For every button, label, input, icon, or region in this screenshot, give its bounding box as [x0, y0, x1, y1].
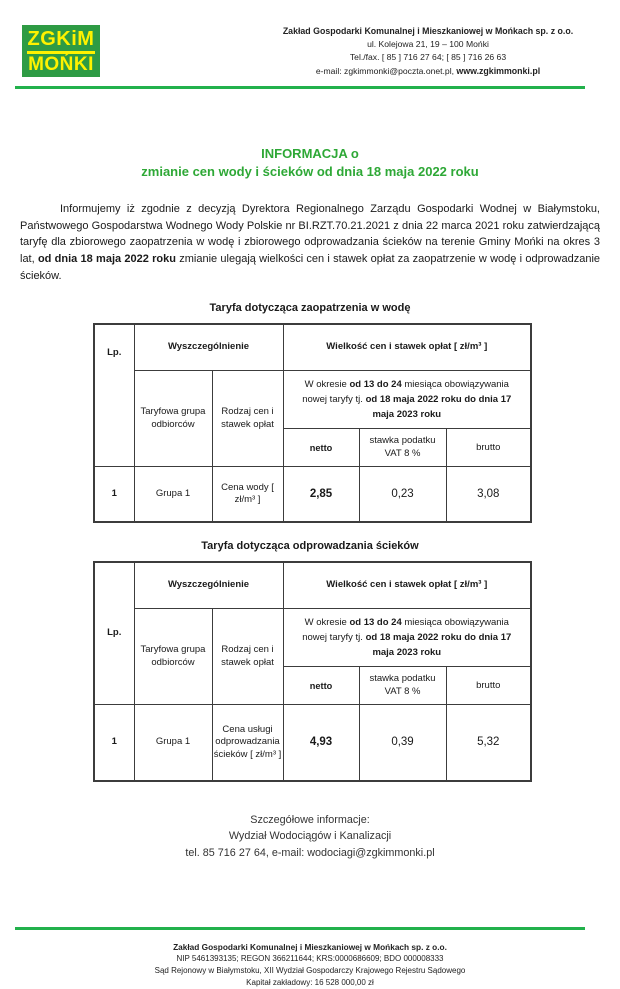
intro-bold-date: od dnia 18 maja 2022 roku: [37, 253, 176, 266]
contact-department: Wydział Wodociągów i Kanalizacji: [228, 830, 392, 843]
wielkosc-header-cell: Wielkość cen i stawek opłat [ zł/m³ ]: [283, 324, 531, 371]
logo-text-zgkim: ZGKiM: [27, 29, 96, 54]
vat-value-cell: 0,39: [359, 705, 446, 781]
vat-label-cell: stawka podatku VAT 8 %: [359, 667, 446, 705]
company-logo: [22, 25, 100, 77]
row-number-cell: 1: [94, 705, 134, 781]
company-email: [252, 65, 604, 78]
intro-part-1: Informujemy iż zgodnie z decyzją Dyrektora Regionalnego Zarządu Gospodarki Wodnej w Białymstoku, Państwowego Gospodarstwa Wodnego Wody Polskie nr BI.RZT.70.21.2021 z dnia 22 marca 2021 roku zatwierdzającą taryfę dla zbiorowego zaopatrzenia w wodę i zbiorowego odprowadzania ścieków na terenie Gminy Mońki na okres 3 lat,: [20, 202, 600, 266]
tariff-period-text: W okresie od 13 do 24 miesiąca obowiązywania nowej taryfy tj. od 18 maja 2022 roku do dnia 17 maja 2023 roku: [289, 612, 526, 663]
tariff-period-text: W okresie od 13 do 24 miesiąca obowiązywania nowej taryfy tj. od 18 maja 2022 roku do dnia 17 maja 2023 roku: [289, 374, 526, 425]
email-text: e-mail: zgkimmonki@poczta.onet.pl,: [315, 65, 457, 76]
tariff-period-cell: [283, 609, 531, 667]
water-tariff-table: [93, 323, 532, 523]
wielkosc-header-cell: Wielkość cen i stawek opłat [ zł/m³ ]: [283, 562, 531, 609]
netto-value-cell: 2,85: [283, 467, 359, 522]
logo-text-monki: MOŃKI: [28, 54, 94, 75]
contact-heading: Szczegółowe informacje:: [250, 813, 370, 826]
brutto-value-cell: 5,32: [446, 705, 531, 781]
sewage-tariff-heading: Taryfa dotycząca odprowadzania ścieków: [201, 539, 419, 552]
brutto-label-cell: brutto: [446, 667, 531, 705]
rodzaj-value-cell: Cena wody [ zł/m³ ]: [212, 467, 283, 522]
water-tariff-heading: Taryfa dotycząca zaopatrzenia w wodę: [209, 301, 411, 314]
netto-label-cell: netto: [283, 429, 359, 467]
grupa-value-cell: Grupa 1: [134, 467, 212, 522]
footer-divider: [15, 927, 585, 930]
title-line-2: zmianie cen wody i ścieków od dnia 18 maja 2022 roku: [141, 163, 479, 179]
tariff-period-cell: [283, 371, 531, 429]
footer-court: Sąd Rejonowy w Białymstoku, XII Wydział Gospodarczy Krajowego Rejestru Sądowego: [154, 966, 466, 976]
vat-value-cell: 0,23: [359, 467, 446, 522]
contact-phone-email: tel. 85 716 27 64, e-mail: wodociagi@zgkimmonki.pl: [185, 846, 435, 859]
footer: [0, 941, 620, 989]
grupa-value-cell: Grupa 1: [134, 705, 212, 781]
website-text: www.zgkimmonki.pl: [456, 65, 541, 76]
wyszczegolnienie-header-cell: Wyszczególnienie: [134, 324, 283, 371]
wyszczegolnienie-header-cell: Wyszczególnienie: [134, 562, 283, 609]
header: [0, 0, 620, 78]
netto-label-cell: netto: [283, 667, 359, 705]
footer-registration: NIP 5461393135; REGON 366211644; KRS:0000686609; BDO 000008333: [176, 954, 444, 964]
rodzaj-header-cell: Rodzaj cen i stawek opłat: [212, 609, 283, 705]
brutto-label-cell: brutto: [446, 429, 531, 467]
rodzaj-header-cell: Rodzaj cen i stawek opłat: [212, 371, 283, 467]
sewage-tariff-table: [93, 561, 532, 782]
brutto-value-cell: 3,08: [446, 467, 531, 522]
footer-company-name: Zakład Gospodarki Komunalnej i Mieszkaniowej w Mońkach sp. z o.o.: [173, 942, 447, 953]
company-phone: Tel./fax. [ 85 ] 716 27 64; [ 85 ] 716 26 63: [349, 52, 507, 63]
lp-header-cell: Lp.: [94, 324, 134, 467]
contact-info: [0, 812, 620, 862]
netto-value-cell: 4,93: [283, 705, 359, 781]
lp-header-cell: Lp.: [94, 562, 134, 705]
rodzaj-value-cell: Cena usługi odprowadzania ścieków [ zł/m³ ]: [212, 705, 283, 781]
intro-paragraph: [20, 201, 600, 285]
footer-capital: Kapitał zakładowy: 16 528 000,00 zł: [246, 978, 374, 988]
page-title: [0, 145, 620, 181]
grupa-header-cell: Taryfowa grupa odbiorców: [134, 371, 212, 467]
company-name: Zakład Gospodarki Komunalnej i Mieszkaniowej w Mońkach sp. z o.o.: [282, 26, 574, 36]
company-address: ul. Kolejowa 21, 19 – 100 Mońki: [367, 39, 489, 50]
intro-part-2: zmianie ulegają wielkości cen i stawek opłat za zaopatrzenie w wodę i odprowadzanie ścieków.: [20, 253, 601, 282]
header-company-info: [252, 25, 604, 78]
header-divider: [15, 86, 585, 89]
grupa-header-cell: Taryfowa grupa odbiorców: [134, 609, 212, 705]
title-line-1: INFORMACJA o: [261, 145, 359, 161]
row-number-cell: 1: [94, 467, 134, 522]
vat-label-cell: stawka podatku VAT 8 %: [359, 429, 446, 467]
